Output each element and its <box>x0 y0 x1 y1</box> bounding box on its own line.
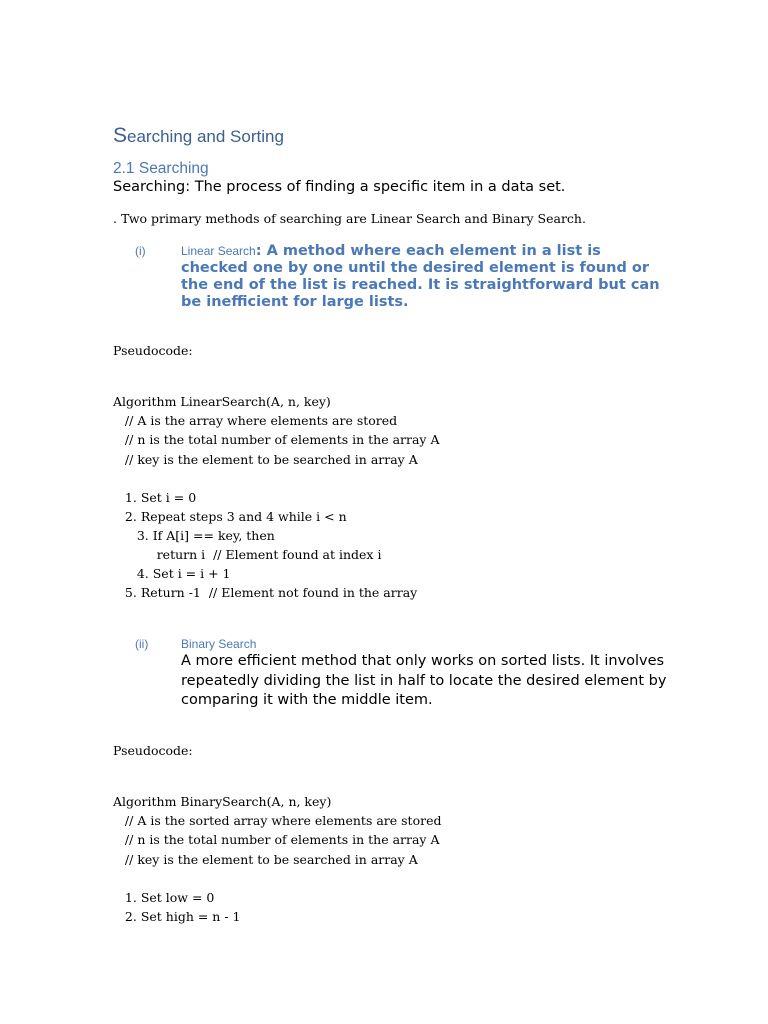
code-line: 1. Set i = 0 <box>113 490 197 505</box>
title-text: earching and Sorting <box>127 127 284 146</box>
code-line: // n is the total number of elements in the array A <box>113 832 440 847</box>
code-line: Algorithm LinearSearch(A, n, key) <box>113 394 331 409</box>
intro-paragraph: . Two primary methods of searching are Linear Search and Binary Search. <box>113 211 586 226</box>
code-line: Algorithm BinarySearch(A, n, key) <box>113 794 332 809</box>
code-line: // A is the sorted array where elements are stored <box>113 813 442 828</box>
code-line: // key is the element to be searched in array A <box>113 852 418 867</box>
code-line: 1. Set low = 0 <box>113 890 215 905</box>
pseudocode-label-binary: Pseudocode: <box>113 743 193 758</box>
searching-definition: Searching: The process of finding a specific item in a data set. <box>113 179 566 195</box>
code-line: // A is the array where elements are stored <box>113 413 398 428</box>
section-heading: 2.1 Searching <box>113 160 209 177</box>
code-line: 3. If A[i] == key, then <box>113 528 275 543</box>
title-initial: S <box>113 124 128 147</box>
linear-search-text: A method where each element in a list is checked one by one until the desired element is found or the end of the list is reached. It is straightforward but can be inefficient for large lists. <box>181 243 660 310</box>
code-line: return i // Element found at index i <box>113 547 382 562</box>
list-marker-binary: (ii) <box>135 637 149 651</box>
binary-search-term: Binary Search <box>181 637 257 651</box>
pseudocode-label-linear: Pseudocode: <box>113 343 193 358</box>
code-line: // n is the total number of elements in the array A <box>113 432 440 447</box>
linear-search-term: Linear Search <box>181 244 256 258</box>
linear-search-lead: : <box>255 243 262 259</box>
list-marker-linear: (i) <box>135 244 146 258</box>
code-line: 2. Set high = n - 1 <box>113 909 241 924</box>
binary-search-description: A more efficient method that only works on sorted lists. It involves repeatedly dividing the list in half to locate the desired element by comparing it with the middle item. <box>181 653 667 708</box>
code-line: 2. Repeat steps 3 and 4 while i < n <box>113 509 347 524</box>
code-line: // key is the element to be searched in array A <box>113 452 418 467</box>
code-line: 5. Return -1 // Element not found in the array <box>113 585 418 600</box>
code-line: 4. Set i = i + 1 <box>113 566 231 581</box>
page-title <box>113 124 284 148</box>
linear-search-description <box>181 243 671 311</box>
